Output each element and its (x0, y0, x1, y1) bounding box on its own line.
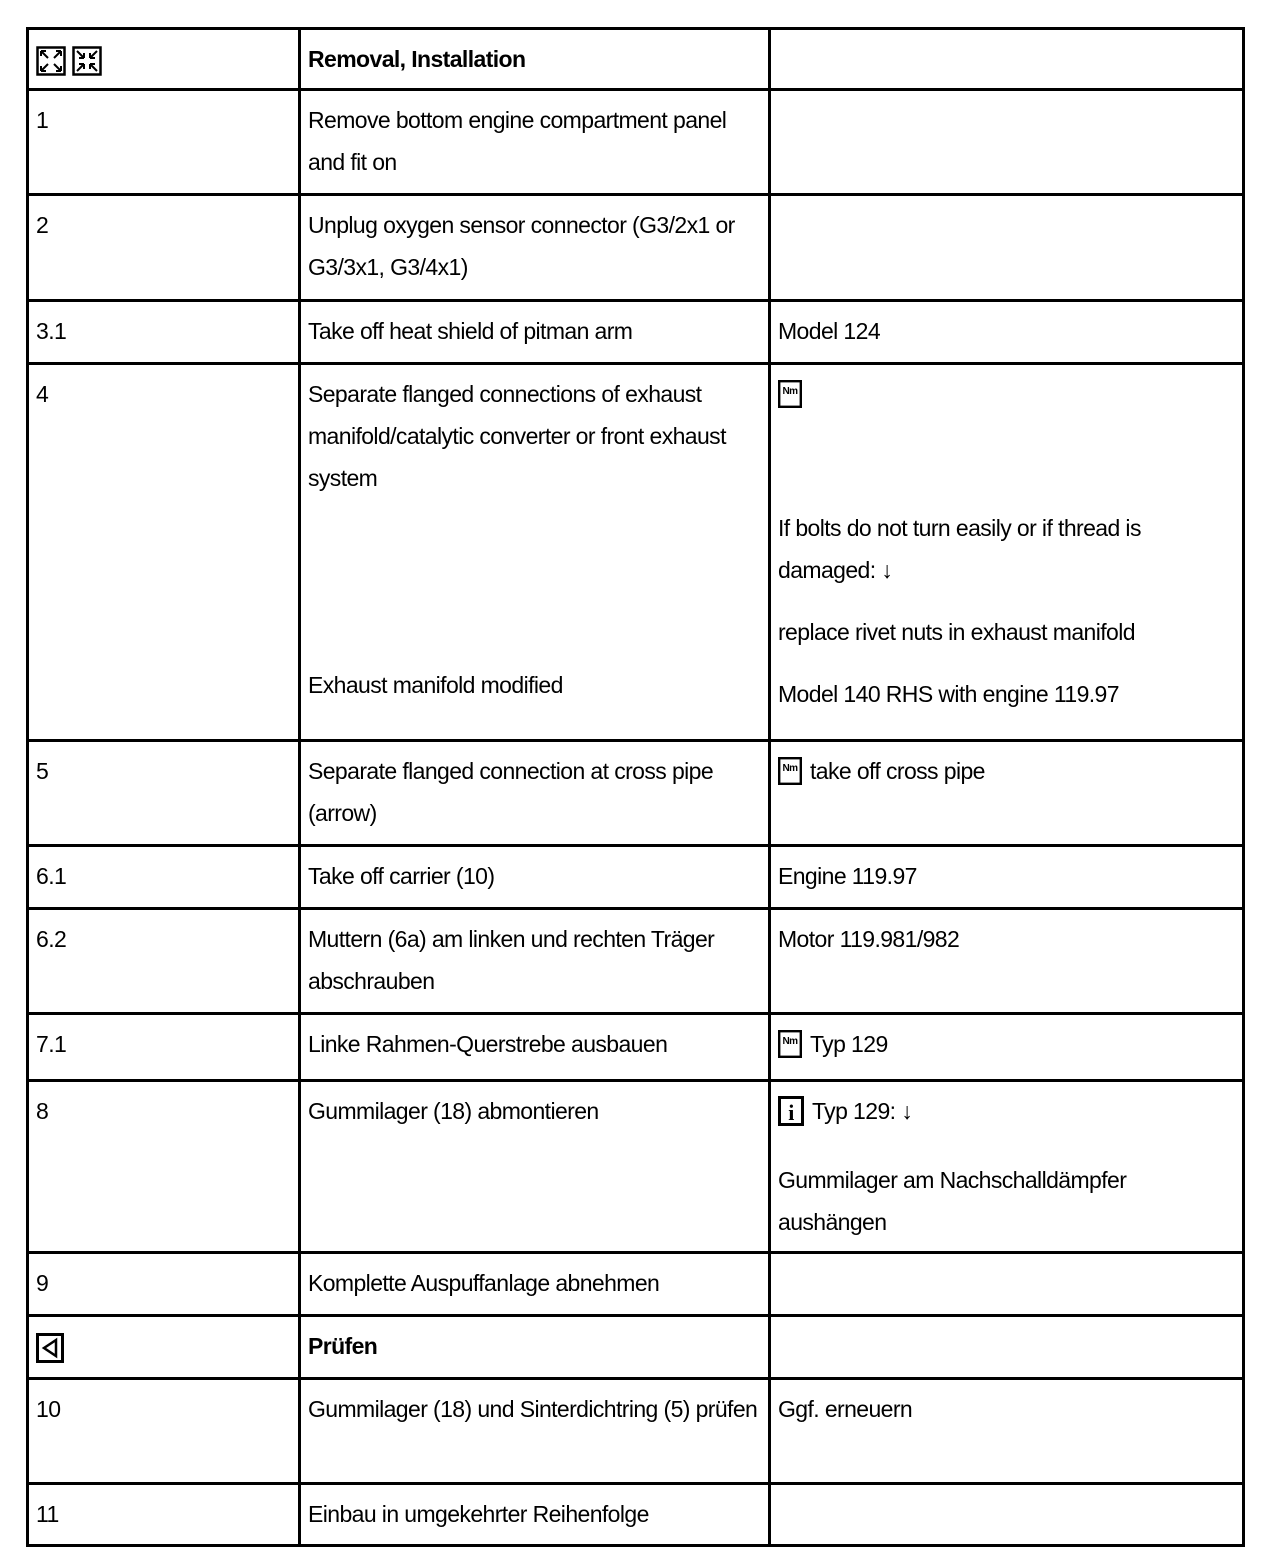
table-row (28, 741, 1244, 846)
step-note: Model 124 (770, 301, 1244, 364)
table-row (28, 846, 1244, 909)
step-note (770, 195, 1244, 301)
step-note-cell (770, 1014, 1244, 1081)
step-action: Gummilager (18) und Sinterdichtring (5) prüfen (300, 1379, 770, 1484)
step-number: 6.1 (28, 846, 300, 909)
step-number: 9 (28, 1253, 300, 1316)
removal-icon (36, 46, 102, 76)
procedure-table (26, 27, 1245, 1547)
step-action: Separate flanged connection at cross pipe (arrow) (300, 741, 770, 846)
step-action-secondary: Exhaust manifold modified (308, 672, 563, 698)
step-action: Gummilager (18) abmontieren (300, 1081, 770, 1253)
svg-text:Nm: Nm (782, 1036, 798, 1047)
check-icon (36, 1333, 64, 1363)
step-note (770, 90, 1244, 195)
step-action: Muttern (6a) am linken und rechten Träger abschrauben (300, 909, 770, 1014)
step-action: Unplug oxygen sensor connector (G3/2x1 or G3/3x1, G3/4x1) (300, 195, 770, 301)
step-number: 10 (28, 1379, 300, 1484)
table-row (28, 1484, 1244, 1546)
step-note: Ggf. erneuern (770, 1379, 1244, 1484)
step-note (770, 1484, 1244, 1546)
step-note-cell (770, 741, 1244, 846)
nm-label: Nm (782, 386, 798, 397)
svg-text:Nm: Nm (782, 763, 798, 774)
step-note-cell (770, 364, 1244, 741)
header-title: Removal, Installation (300, 29, 770, 90)
step-number: 5 (28, 741, 300, 846)
step-note: Typ 129: ↓ (812, 1098, 913, 1124)
step-number: 6.2 (28, 909, 300, 1014)
torque-nm-icon (778, 1030, 802, 1058)
table-row (28, 364, 1244, 741)
header-row (28, 29, 1244, 90)
step-number: 11 (28, 1484, 300, 1546)
torque-nm-icon (778, 380, 802, 408)
step-action: Take off heat shield of pitman arm (300, 301, 770, 364)
step-number: 1 (28, 90, 300, 195)
step-action: Linke Rahmen-Querstrebe ausbauen (300, 1014, 770, 1081)
step-note (770, 1253, 1244, 1316)
torque-nm-icon (778, 757, 802, 785)
step-note-cell (770, 1081, 1244, 1253)
section-empty-cell (770, 1316, 1244, 1379)
section-icon-cell (28, 1316, 300, 1379)
info-icon (778, 1096, 804, 1126)
step-number: 8 (28, 1081, 300, 1253)
step-note-model: Model 140 RHS with engine 119.97 (778, 681, 1119, 707)
step-note: Motor 119.981/982 (770, 909, 1244, 1014)
step-action: Separate flanged connections of exhaust manifold/catalytic converter or front exhaust system (308, 381, 726, 491)
table-row (28, 90, 1244, 195)
step-note: Typ 129 (810, 1031, 888, 1057)
table-row (28, 195, 1244, 301)
section-row (28, 1316, 1244, 1379)
step-action-cell (300, 364, 770, 741)
step-number: 4 (28, 364, 300, 741)
section-title: Prüfen (300, 1316, 770, 1379)
step-note-secondary: replace rivet nuts in exhaust manifold (778, 619, 1135, 645)
step-number: 7.1 (28, 1014, 300, 1081)
step-number: 2 (28, 195, 300, 301)
installation-icon (74, 47, 101, 74)
step-note: If bolts do not turn easily or if thread is damaged: ↓ (778, 515, 1141, 583)
step-action: Komplette Auspuffanlage abnehmen (300, 1253, 770, 1316)
step-action: Remove bottom engine compartment panel and fit on (300, 90, 770, 195)
svg-text:i: i (788, 1100, 794, 1125)
step-note-secondary: Gummilager am Nachschalldämpfer aushängen (778, 1167, 1127, 1235)
header-icons-cell (28, 29, 300, 90)
table-row (28, 1379, 1244, 1484)
step-action: Einbau in umgekehrter Reihenfolge (300, 1484, 770, 1546)
step-note: Engine 119.97 (770, 846, 1244, 909)
table-row (28, 1253, 1244, 1316)
step-action: Take off carrier (10) (300, 846, 770, 909)
header-empty-cell (770, 29, 1244, 90)
table-row (28, 1081, 1244, 1253)
table-row (28, 1014, 1244, 1081)
step-note: take off cross pipe (810, 758, 985, 784)
table-row (28, 909, 1244, 1014)
table-row (28, 301, 1244, 364)
step-number: 3.1 (28, 301, 300, 364)
